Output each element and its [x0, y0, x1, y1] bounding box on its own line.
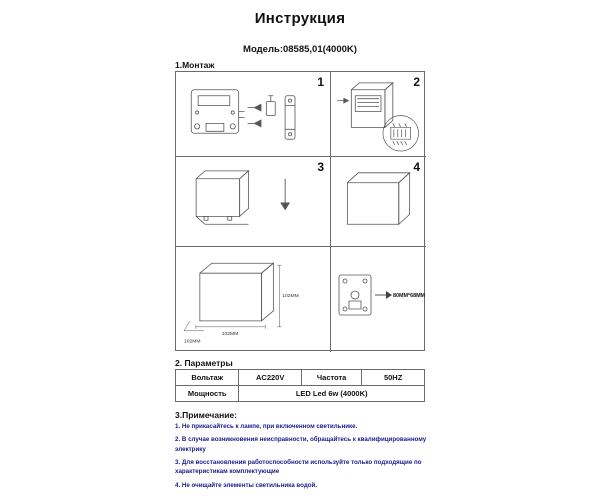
- step-cell-mount-plate: [331, 247, 426, 352]
- mount-plate-illustration: [331, 247, 426, 352]
- param-voltage-value: AC220V: [239, 370, 302, 386]
- table-row: [176, 370, 425, 386]
- step-cell-3: [176, 157, 331, 247]
- dim-height-text: 102MM: [282, 294, 299, 300]
- step-number-3: 3: [317, 160, 324, 174]
- notes-list: [175, 422, 435, 494]
- step-4-illustration: [331, 157, 426, 246]
- step-cell-1: [176, 72, 331, 157]
- param-frequency-value: 50HZ: [362, 370, 425, 386]
- list-item: 1. Не прикасайтесь к лампе, при включенном светильнике.: [175, 423, 358, 430]
- list-item: 2. В случае возникновения неисправности, обращайтесь к квалифицированному электрику: [175, 436, 427, 453]
- param-power-label: Мощность: [176, 386, 239, 402]
- step-cell-dimensions: [176, 247, 331, 352]
- step-number-1: 1: [317, 75, 324, 89]
- step-1-illustration: [176, 72, 330, 156]
- step-number-2: 2: [413, 75, 420, 89]
- mount-plate-size-text: 80MM*68MM: [393, 293, 426, 299]
- param-power-value: LED Led 6w (4000K): [239, 386, 425, 402]
- section-label-notes: 3.Примечание:: [175, 410, 237, 420]
- step-2-illustration: [331, 72, 426, 156]
- mount-steps-grid: [175, 71, 425, 351]
- step-number-4: 4: [413, 160, 420, 174]
- section-label-mount: 1.Монтаж: [175, 60, 215, 70]
- step-cell-2: [331, 72, 426, 157]
- list-item: 3. Для восстановления работоспособности используйте только подходящие по характеристикам комплектующие: [175, 458, 422, 476]
- step-cell-4: [331, 157, 426, 247]
- param-voltage-label: Вольтаж: [176, 370, 239, 386]
- model-number: Модель:08585,01(4000K): [243, 44, 357, 55]
- dimensions-illustration: [176, 247, 330, 352]
- param-frequency-label: Частота: [301, 370, 361, 386]
- page-title: Инструкция: [254, 10, 346, 27]
- dim-width-text: 102MM: [221, 331, 239, 337]
- section-label-params: 2. Параметры: [175, 358, 233, 368]
- list-item: 4. Не очищайте элементы светильника водой.: [175, 481, 318, 489]
- dim-depth-text: 102MM: [183, 339, 201, 345]
- step-3-illustration: [176, 157, 330, 246]
- table-row: [176, 386, 425, 402]
- parameters-table: [175, 369, 425, 402]
